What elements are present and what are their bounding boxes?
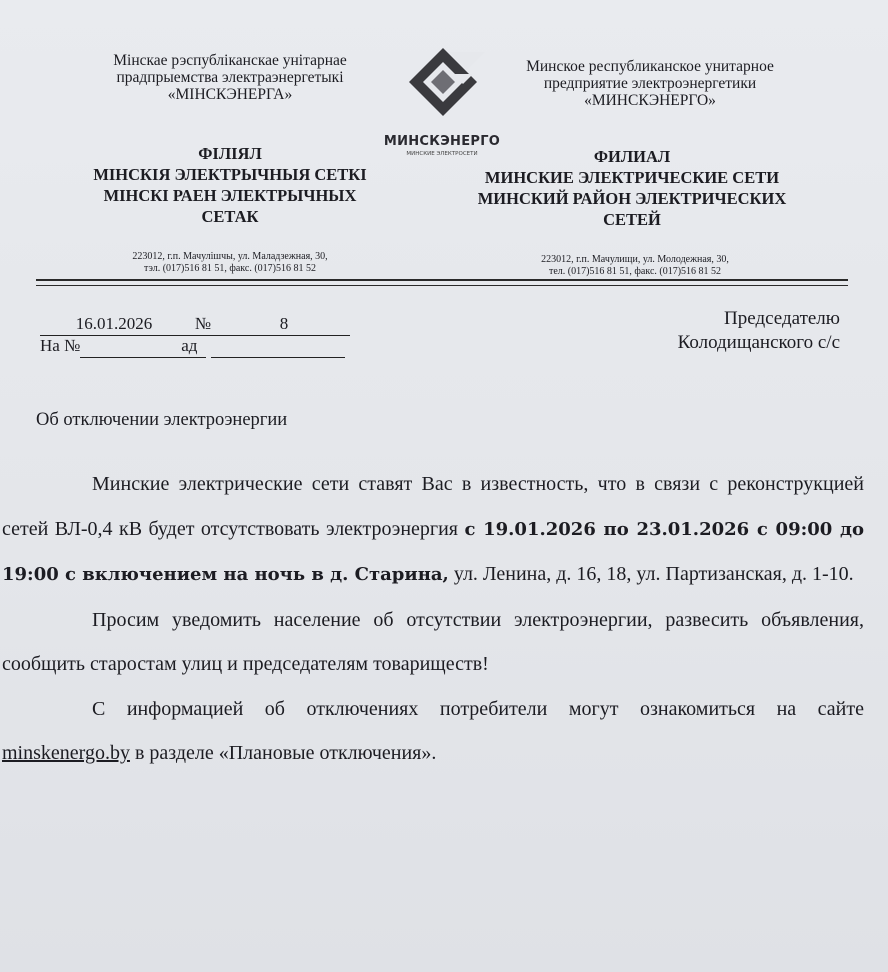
letter-number: 8	[218, 313, 350, 336]
logo-wordmark: МИНСКЭНЕРГО	[383, 134, 501, 149]
address-russian: 223012, г.п. Мачулищи, ул. Молодежная, 30, тел. (017)516 81 51, факс. (017)516 81 52	[541, 254, 729, 277]
letter-body	[2, 462, 864, 776]
reply-date-blank	[211, 335, 345, 358]
number-label: №	[188, 313, 218, 336]
letter-date: 16.01.2026	[40, 313, 188, 336]
reply-reference-line	[40, 335, 345, 358]
branch-name-belarusian: ФІЛІЯЛ МІНСКІЯ ЭЛЕКТРЫЧНЫЯ СЕТКІ МІНСКІ РАЕН ЭЛЕКТРЫЧНЫХ СЕТАК	[93, 144, 367, 226]
paragraph-request: Просим уведомить население об отсутствии электроэнергии, развесить объявления, сообщить старостам улиц и председателям товариществ!	[2, 608, 864, 675]
logo-subtitle: МИНСКИЕ ЭЛЕКТРОСЕТИ	[406, 151, 478, 157]
paragraph-outage-notice: Минские электрические сети ставят Вас в известность, что в связи с реконструкцией сетей ВЛ-0,4 кВ будет отсутствовать электроэнергия с 19.01.2026 по 23.01.2026 с 09:00 до 19:00 с включением на ночь в д. Старина, ул. Ленина, д. 16, 18, ул. Партизанская, д. 1-10.	[2, 473, 864, 585]
addressee: Председателю Колодищанского с/с	[677, 308, 840, 353]
address-belarusian: 223012, г.п. Мачулішчы, ул. Маладзежная, 30, тэл. (017)516 81 51, факс. (017)516 81 52	[132, 251, 328, 274]
reply-label: На №	[40, 336, 81, 355]
paragraph-website-info: С информацией об отключениях потребители могут ознакомиться на сайте minskenergo.by в разделе «Плановые отключения».	[2, 697, 864, 764]
outage-period: с 19.01.2026 по 23.01.2026 с 09:00 до 19:00 с включением на ночь в д. Старина,	[2, 518, 864, 585]
reply-number-blank	[80, 335, 172, 358]
letter-subject: Об отключении электроэнергии	[36, 410, 288, 430]
registration-line	[40, 313, 350, 336]
website-link[interactable]: minskenergo.by	[2, 742, 130, 764]
org-name-belarusian: Мінскае рэспубліканскае унітарнае прадпрыемства электраэнергетыкі «МІНСКЭНЕРГА»	[113, 52, 347, 103]
org-name-russian: Минское республиканское унитарное предприятие электроэнергетики «МИНСКЭНЕРГО»	[526, 58, 774, 109]
header-divider	[36, 279, 848, 281]
header-divider-thin	[36, 285, 848, 286]
branch-name-russian: ФИЛИАЛ МИНСКИЕ ЭЛЕКТРИЧЕСКИЕ СЕТИ МИНСКИЙ РАЙОН ЭЛЕКТРИЧЕСКИХ СЕТЕЙ	[477, 147, 787, 229]
from-label: ад	[172, 335, 206, 358]
